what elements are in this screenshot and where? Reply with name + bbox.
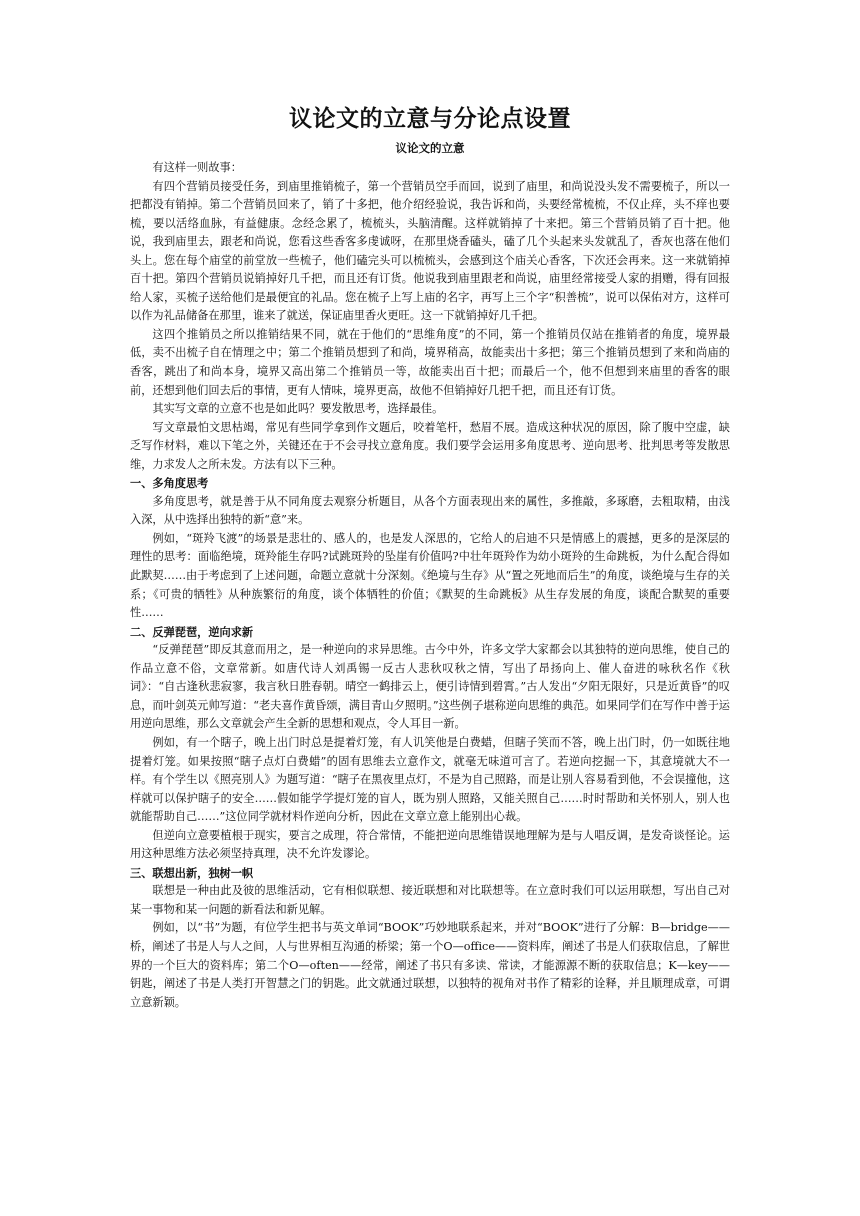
intro-paragraph-5: 写文章最怕文思枯竭，常见有些同学拿到作文题后，咬着笔杆，愁眉不展。造成这种状况的原因，除了腹中空虚，缺乏写作材料，难以下笔之外，关键还在于不会寻找立意角度。我们要学会运用多角度思考、逆向思考、批判思考等发散思维，力求发人之所未发。方法有以下三种。 xyxy=(130,420,730,471)
section-heading-2: 二、反弹琵琶，逆向求新 xyxy=(130,624,254,639)
document-page xyxy=(130,104,730,1012)
section-1-paragraph-1: 多角度思考，就是善于从不同角度去观察分析题目，从各个方面表现出来的属性，多推敲，多琢磨，去粗取精，由浅入深，从中选择出独特的新“意”来。 xyxy=(130,494,730,527)
document-subtitle: 议论文的立意 xyxy=(395,141,465,155)
section-2-paragraph-3: 但逆向立意要植根于现实，要言之成理，符合常情，不能把逆向思维错误地理解为是与人唱反调，是发奇谈怪论。运用这种思维方法必须坚持真理，决不允许发谬论。 xyxy=(130,828,730,861)
section-3-paragraph-1: 联想是一种由此及彼的思维活动，它有相似联想、接近联想和对比联想等。在立意时我们可以运用联想，写出自己对某一事物和某一问题的新看法和新见解。 xyxy=(130,884,730,916)
section-heading-3: 三、联想出新，独树一帜 xyxy=(130,865,254,880)
section-3-paragraph-2: 例如，以“书”为题，有位学生把书与英文单词“BOOK”巧妙地联系起来，并对“BOOK”进行了分解：B—bridge——桥，阐述了书是人与人之间，人与世界相互沟通的桥梁；第一个O—office——资料库，阐述了书是人们获取信息，了解世界的一个巨大的资料库；第二个O—often——经常，阐述了书只有多读、常读，才能源源不断的获取信息；K—key——钥匙，阐述了书是人类打开智慧之门的钥匙。此文就通过联想，以独特的视角对书作了精彩的诠释，并且顺理成章，可谓立意新颖。 xyxy=(130,921,730,1009)
intro-paragraph-3: 这四个推销员之所以推销结果不同，就在于他们的“思维角度”的不同，第一个推销员仅站在推销者的角度，境界最低，卖不出梳子自在情理之中；第二个推销员想到了和尚，境界稍高，故能卖出十多把；第三个推销员想到了来和尚庙的香客，跳出了和尚本身，境界又高出第二个推销员一等，故能卖出百十把；而最后一个，他不但想到来庙里的香客的眼前，还想到他们回去后的事情，更有人情味，境界更高，故他不但销掉好几把千把，而且还有订货。 xyxy=(130,327,730,397)
intro-paragraph-2: 有四个营销员接受任务，到庙里推销梳子，第一个营销员空手而回，说到了庙里，和尚说没头发不需要梳子，所以一把都没有销掉。第二个营销员回来了，销了十多把，他介绍经验说，我告诉和尚，头要经常梳梳，不仅止痒，头不痒也要梳，要以活络血脉，有益健康。念经念累了，梳梳头，头脑清醒。这样就销掉了十来把。第三个营销员销了百十把。他说，我到庙里去，跟老和尚说，您看这些香客多虔诚呀，在那里烧香磕头，磕了几个头起来头发就乱了，香灰也落在他们头上。您在每个庙堂的前堂放一些梳子，他们磕完头可以梳梳头，会感到这个庙关心香客，下次还会再来。这一来就销掉百十把。第四个营销员说销掉好几千把，而且还有订货。他说我到庙里跟老和尚说，庙里经常接受人家的捐赠，得有回报给人家，买梳子送给他们是最便宜的礼品。您在梳子上写上庙的名字，再写上三个字“积善梳”，说可以保佑对方，这样可以作为礼品储备在那里，谁来了就送，保证庙里香火更旺。这一下就销掉好几千把。 xyxy=(130,179,730,323)
section-1-paragraph-2: 例如，“斑羚飞渡”的场景是悲壮的、感人的，也是发人深思的，它给人的启迪不只是情感上的震撼，更多的是深层的理性的思考：面临绝境，斑羚能生存吗?试跳斑羚的坠崖有价值吗?中壮年斑羚作为幼小斑羚的生命跳板，为什么配合得如此默契……由于考虑到了上述问题，命题立意就十分深刻。《绝境与生存》从“置之死地而后生”的角度，谈绝境与生存的关系；《可贵的牺牲》从种族繁衍的角度，谈个体牺牲的价值；《默契的生命跳板》从生存发展的角度，谈配合默契的重要性…… xyxy=(130,531,730,620)
section-2-paragraph-1: “反弹琵琶”即反其意而用之，是一种逆向的求异思维。古今中外，许多文学大家都会以其独特的逆向思维，使自己的作品立意不俗，文章常新。如唐代诗人刘禹锡一反古人悲秋叹秋之情，写出了昂扬向上、催人奋进的咏秋名作《秋词》：“自古逢秋悲寂寥，我言秋日胜春朝。晴空一鹤排云上，便引诗情到碧霄。”古人发出“夕阳无限好，只是近黄昏”的叹息，而叶剑英元帅写道：“老夫喜作黄昏颂，满目青山夕照明。”这些例子堪称逆向思维的典范。如果同学们在写作中善于运用逆向思维，那么文章就会产生全新的思想和观点，令人耳目一新。 xyxy=(130,643,730,731)
section-heading-1: 一、多角度思考 xyxy=(130,476,209,491)
intro-paragraph-1: 有这样一则故事： xyxy=(152,161,242,174)
section-2-paragraph-2: 例如，有一个瞎子，晚上出门时总是提着灯笼，有人讥笑他是白费蜡，但瞎子笑而不答，晚上出门时，仍一如既往地提着灯笼。如果按照“瞎子点灯白费蜡”的固有思维去立意作文，就毫无味道可言了。若逆向挖掘一下，其意境就大不一样。有个学生以《照亮別人》为题写道：“瞎子在黑夜里点灯，不是为自己照路，而是让别人容易看到他，不会误撞他，这样就可以保护瞎子的安全……假如能学学提灯笼的盲人，既为别人照路，又能关照自己……时时帮助和关怀别人，别人也就能帮助自己……”这位同学就材料作逆向分析，因此在文章立意上能别出心裁。 xyxy=(130,735,730,824)
intro-paragraph-4: 其实写文章的立意不也是如此吗？要发散思考，选择最佳。 xyxy=(152,402,444,416)
document-title: 议论文的立意与分论点设置 xyxy=(289,105,571,132)
